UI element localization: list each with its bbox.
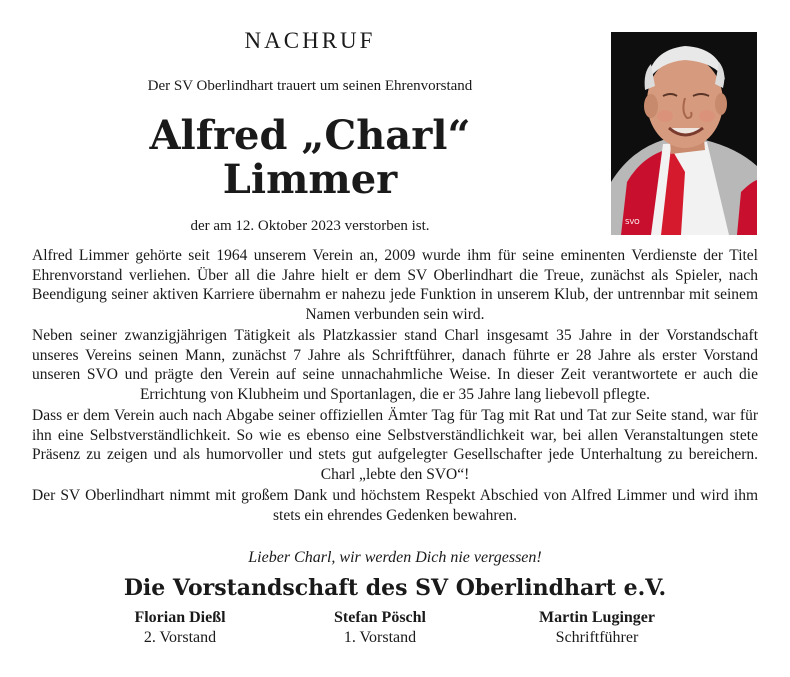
signatory-1 — [80, 608, 280, 648]
deceased-name-line1: Alfred „Charl“ — [149, 112, 471, 159]
date-of-death: der am 12. Oktober 2023 verstorben ist. — [190, 218, 430, 234]
paragraph-1: Alfred Limmer gehörte seit 1964 unserem Verein an, 2009 wurde ihm für seine eminenten Verdienste der Titel Ehrenvorstand verliehen. Über all die Jahre hielt er dem SV Oberlindhart die Treue, zunächst als Spieler, nach Beendigung seiner aktiven Karriere übernahm er nahezu jede Funktion in unserem Klub, der untrennbar mit seinem Namen verbunden sein wird. — [32, 247, 758, 323]
signatory-name: Florian Dießl — [134, 609, 226, 626]
closing-line: Lieber Charl, wir werden Dich nie vergessen! — [248, 549, 542, 566]
obituary-body — [32, 246, 758, 527]
portrait-photo — [611, 32, 757, 235]
deceased-name — [60, 114, 560, 202]
signatory-role: 1. Vorstand — [343, 629, 417, 646]
deceased-name-line2: Limmer — [222, 156, 398, 203]
notice-heading: NACHRUF — [244, 28, 376, 53]
signatory-role: 2. Vorstand — [143, 629, 217, 646]
portrait-illustration — [611, 32, 757, 235]
signatory-2 — [280, 608, 480, 648]
signatory-role: Schriftführer — [555, 629, 639, 646]
paragraph-4: Der SV Oberlindhart nimmt mit großem Dank und höchstem Respekt Abschied von Alfred Limmer und wird ihm stets ein ehrendes Gedenken bewahren. — [32, 487, 758, 524]
organization-signature: Die Vorstandschaft des SV Oberlindhart e.V. — [123, 575, 667, 601]
shirt-logo: SVO — [625, 218, 640, 226]
signatory-3 — [497, 608, 697, 648]
paragraph-2: Neben seiner zwanzigjährigen Tätigkeit als Platzkassier stand Charl insgesamt 35 Jahre in der Vorstandschaft unseres Vereins seinen Mann, zunächst 7 Jahre als Schriftführer, danach führte er 28 Jahre als erster Vorstand unseren SVO und prägte den Verein auf seine unnachahmliche Weise. In dieser Zeit verantwortete er auch die Errichtung von Klubheim und Sportanlagen, die er 35 Jahre lang liebevoll pflegte. — [32, 327, 758, 403]
paragraph-3: Dass er dem Verein auch nach Abgabe seiner offiziellen Ämter Tag für Tag mit Rat und Tat zur Seite stand, war für ihn eine Selbstverständlichkeit. So wie es ebenso eine Selbstverständlichkeit war, bei allen Veranstaltungen stete Präsenz zu zeigen und als humorvoller und stets gut aufgelegter Gesellschafter jede Unterhaltung zu bereichern. Charl „lebte den SVO“! — [32, 407, 758, 483]
signatory-name: Martin Luginger — [539, 609, 655, 626]
notice-intro: Der SV Oberlindhart trauert um seinen Ehrenvorstand — [147, 78, 473, 94]
signatory-name: Stefan Pöschl — [334, 609, 426, 626]
